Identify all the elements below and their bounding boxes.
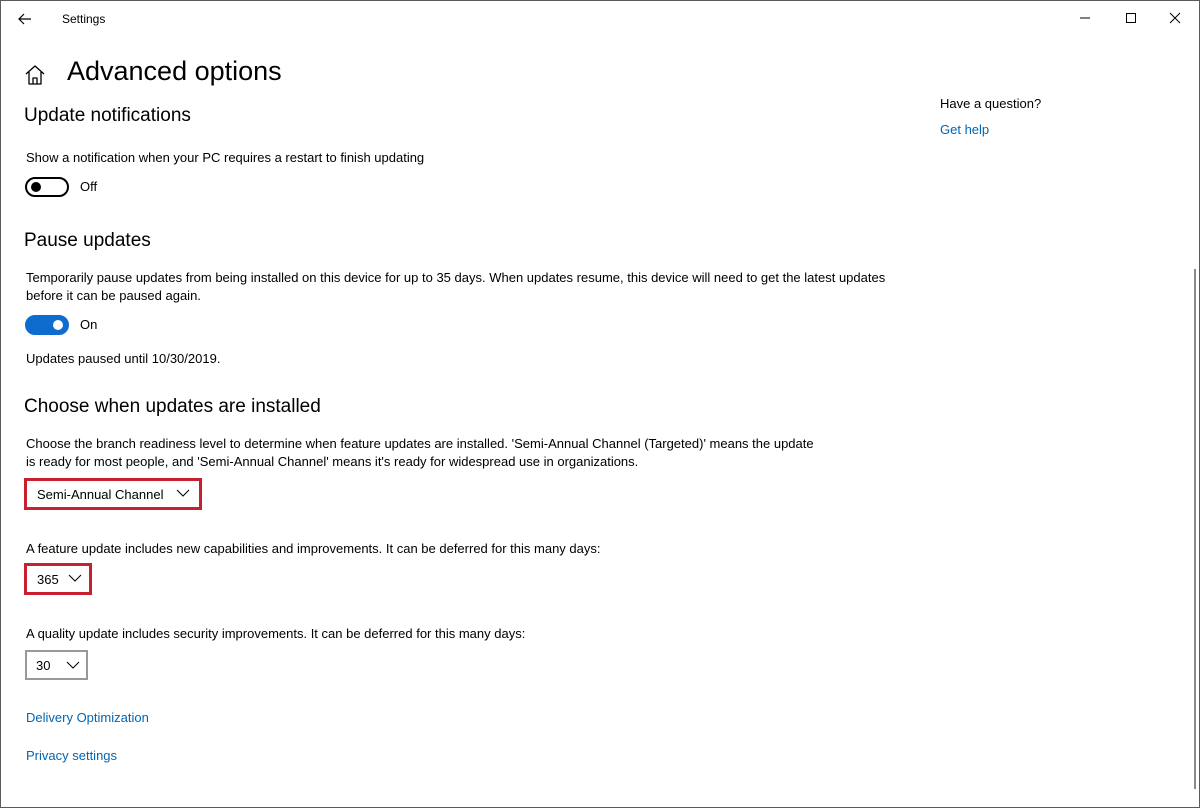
page-title: Advanced options xyxy=(67,56,282,86)
chevron-down-icon xyxy=(176,488,190,498)
privacy-settings-link[interactable]: Privacy settings xyxy=(26,748,118,763)
quality-update-days-value: 30 xyxy=(36,657,51,673)
choose-updates-title: Choose when updates are installed xyxy=(24,396,321,417)
feature-update-description: A feature update includes new capabilities and improvements. It can be deferred for this many days: xyxy=(26,541,601,556)
maximize-icon xyxy=(1125,12,1137,24)
pause-updates-toggle[interactable] xyxy=(25,315,69,335)
toggle-knob xyxy=(53,320,63,330)
get-help-link[interactable]: Get help xyxy=(940,122,990,137)
minimize-button[interactable] xyxy=(1062,1,1108,35)
delivery-optimization-link[interactable]: Delivery Optimization xyxy=(26,710,149,725)
feature-update-days-dropdown[interactable] xyxy=(28,566,88,592)
scrollbar[interactable] xyxy=(1194,269,1196,789)
update-notifications-description: Show a notification when your PC requires a restart to finish updating xyxy=(26,150,425,165)
paused-until-text: Updates paused until 10/30/2019. xyxy=(26,351,221,366)
branch-readiness-dropdown[interactable] xyxy=(28,481,198,507)
branch-readiness-description: Choose the branch readiness level to determine when feature updates are installed. 'Semi-Annual Channel (Targeted)' means the update is ready for most people, and 'Semi-Annual Channel' means it's ready for widespread use in organizations. xyxy=(26,436,814,469)
back-arrow-icon xyxy=(18,13,32,25)
title-bar xyxy=(1,1,1199,37)
chevron-down-icon xyxy=(68,573,82,583)
maximize-button[interactable] xyxy=(1108,1,1154,35)
home-button[interactable] xyxy=(23,63,47,87)
pause-updates-description: Temporarily pause updates from being installed on this device for up to 35 days. When updates resume, this device will need to get the latest updates before it can be paused again. xyxy=(26,270,886,303)
close-icon xyxy=(1169,12,1181,24)
branch-readiness-value: Semi-Annual Channel xyxy=(37,486,164,502)
quality-update-days-dropdown[interactable] xyxy=(25,650,88,680)
quality-update-description: A quality update includes security improvements. It can be deferred for this many days: xyxy=(26,626,526,641)
restart-notification-toggle-label: Off xyxy=(80,179,98,194)
back-button[interactable] xyxy=(11,6,39,32)
pause-updates-toggle-label: On xyxy=(80,317,98,332)
close-button[interactable] xyxy=(1152,1,1198,35)
update-notifications-title: Update notifications xyxy=(24,105,191,126)
minimize-icon xyxy=(1079,12,1091,24)
restart-notification-toggle[interactable] xyxy=(25,177,69,197)
feature-update-days-value: 365 xyxy=(37,571,59,587)
pause-updates-title: Pause updates xyxy=(24,230,151,251)
toggle-knob xyxy=(31,182,41,192)
chevron-down-icon xyxy=(66,660,80,670)
app-title: Settings xyxy=(62,12,106,26)
home-icon xyxy=(23,63,47,87)
help-heading: Have a question? xyxy=(940,96,1042,111)
